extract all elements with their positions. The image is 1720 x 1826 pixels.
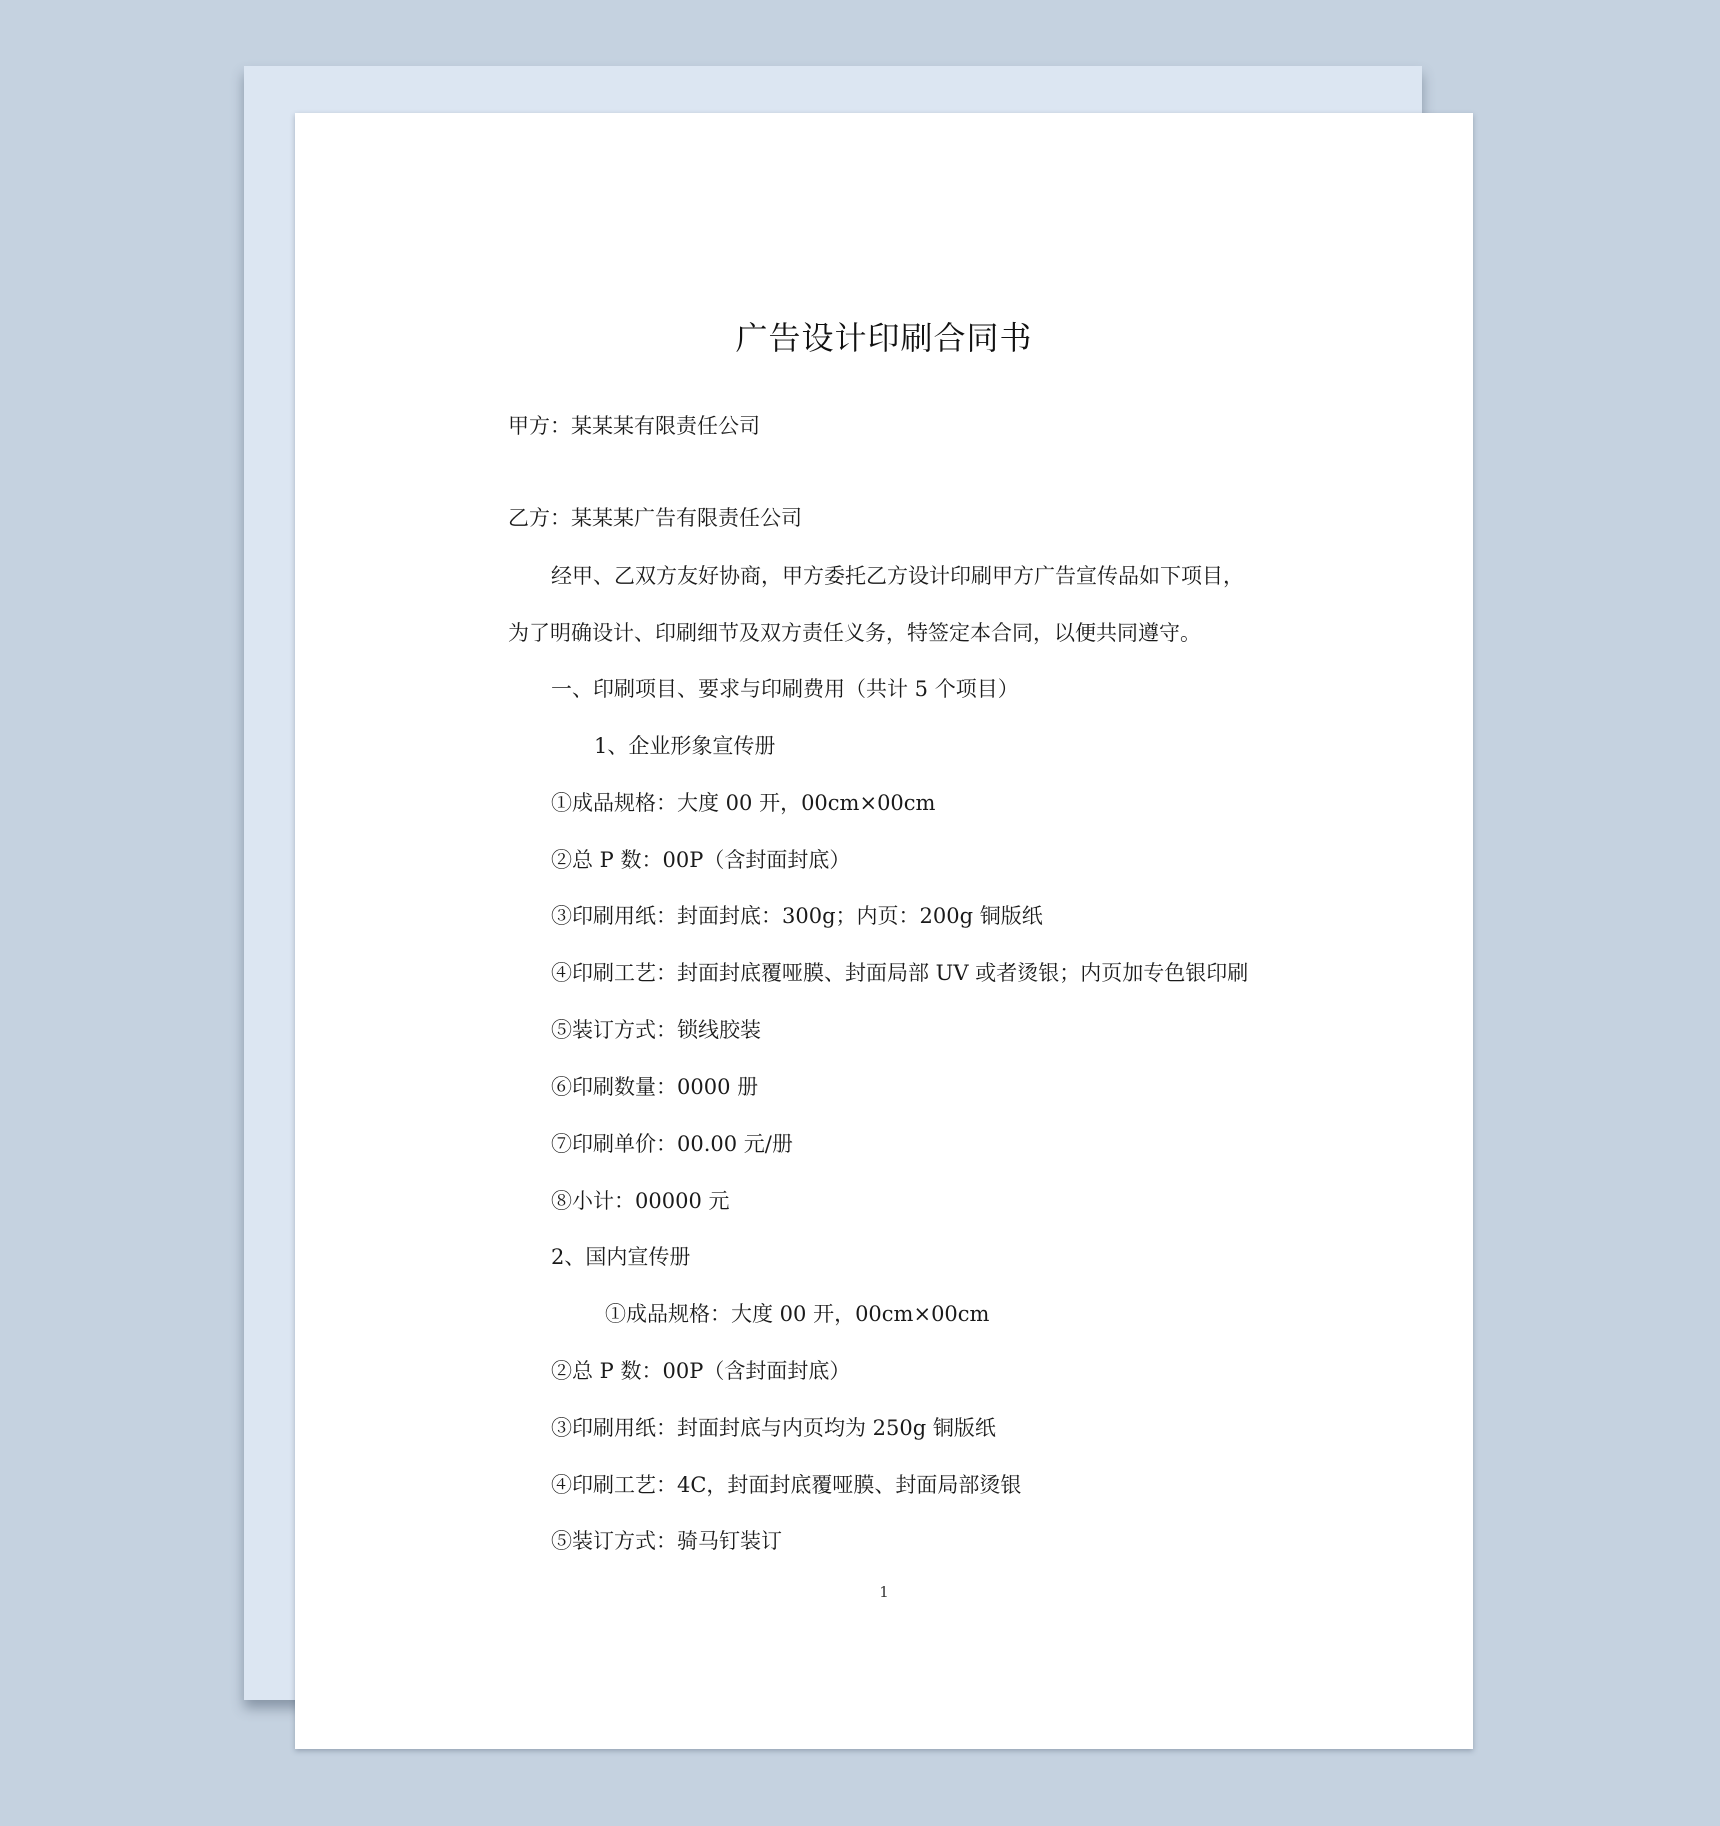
item-1-line: ④印刷工艺：封面封底覆哑膜、封面局部 UV 或者烫银；内页加专色银印刷 bbox=[551, 961, 1249, 985]
intro-line-2: 为了明确设计、印刷细节及双方责任义务，特签定本合同，以便共同遵守。 bbox=[508, 621, 1201, 645]
item-1-line: ⑤装订方式：锁线胶装 bbox=[551, 1018, 761, 1042]
item-1-line: ⑥印刷数量：0000 册 bbox=[551, 1075, 759, 1099]
document-title: 广告设计印刷合同书 bbox=[735, 319, 1033, 357]
document-page bbox=[295, 113, 1473, 1749]
page-number: 1 bbox=[879, 1583, 889, 1601]
item-1-heading: 1、企业形象宣传册 bbox=[594, 734, 776, 758]
item-1-line: ⑦印刷单价：00.00 元/册 bbox=[551, 1132, 793, 1156]
item-2-line: ②总 P 数：00P（含封面封底） bbox=[551, 1359, 851, 1383]
item-2-heading: 2、国内宣传册 bbox=[551, 1245, 691, 1269]
item-1-line: ③印刷用纸：封面封底：300g；内页：200g 铜版纸 bbox=[551, 904, 1043, 928]
party-b: 乙方：某某某广告有限责任公司 bbox=[508, 506, 802, 530]
item-1-line: ⑧小计：00000 元 bbox=[551, 1189, 730, 1213]
item-2-line: ⑤装订方式：骑马钉装订 bbox=[551, 1529, 782, 1553]
section-1-heading: 一、印刷项目、要求与印刷费用（共计 5 个项目） bbox=[551, 677, 1019, 701]
item-1-line: ②总 P 数：00P（含封面封底） bbox=[551, 848, 851, 872]
item-2-line: ③印刷用纸：封面封底与内页均为 250g 铜版纸 bbox=[551, 1416, 996, 1440]
item-2-line: ①成品规格：大度 00 开，00cm×00cm bbox=[605, 1302, 990, 1326]
item-2-line: ④印刷工艺：4C，封面封底覆哑膜、封面局部烫银 bbox=[551, 1473, 1022, 1497]
intro-line-1: 经甲、乙双方友好协商，甲方委托乙方设计印刷甲方广告宣传品如下项目， bbox=[551, 564, 1244, 588]
party-a: 甲方：某某某有限责任公司 bbox=[508, 414, 760, 438]
item-1-line: ①成品规格：大度 00 开，00cm×00cm bbox=[551, 791, 936, 815]
